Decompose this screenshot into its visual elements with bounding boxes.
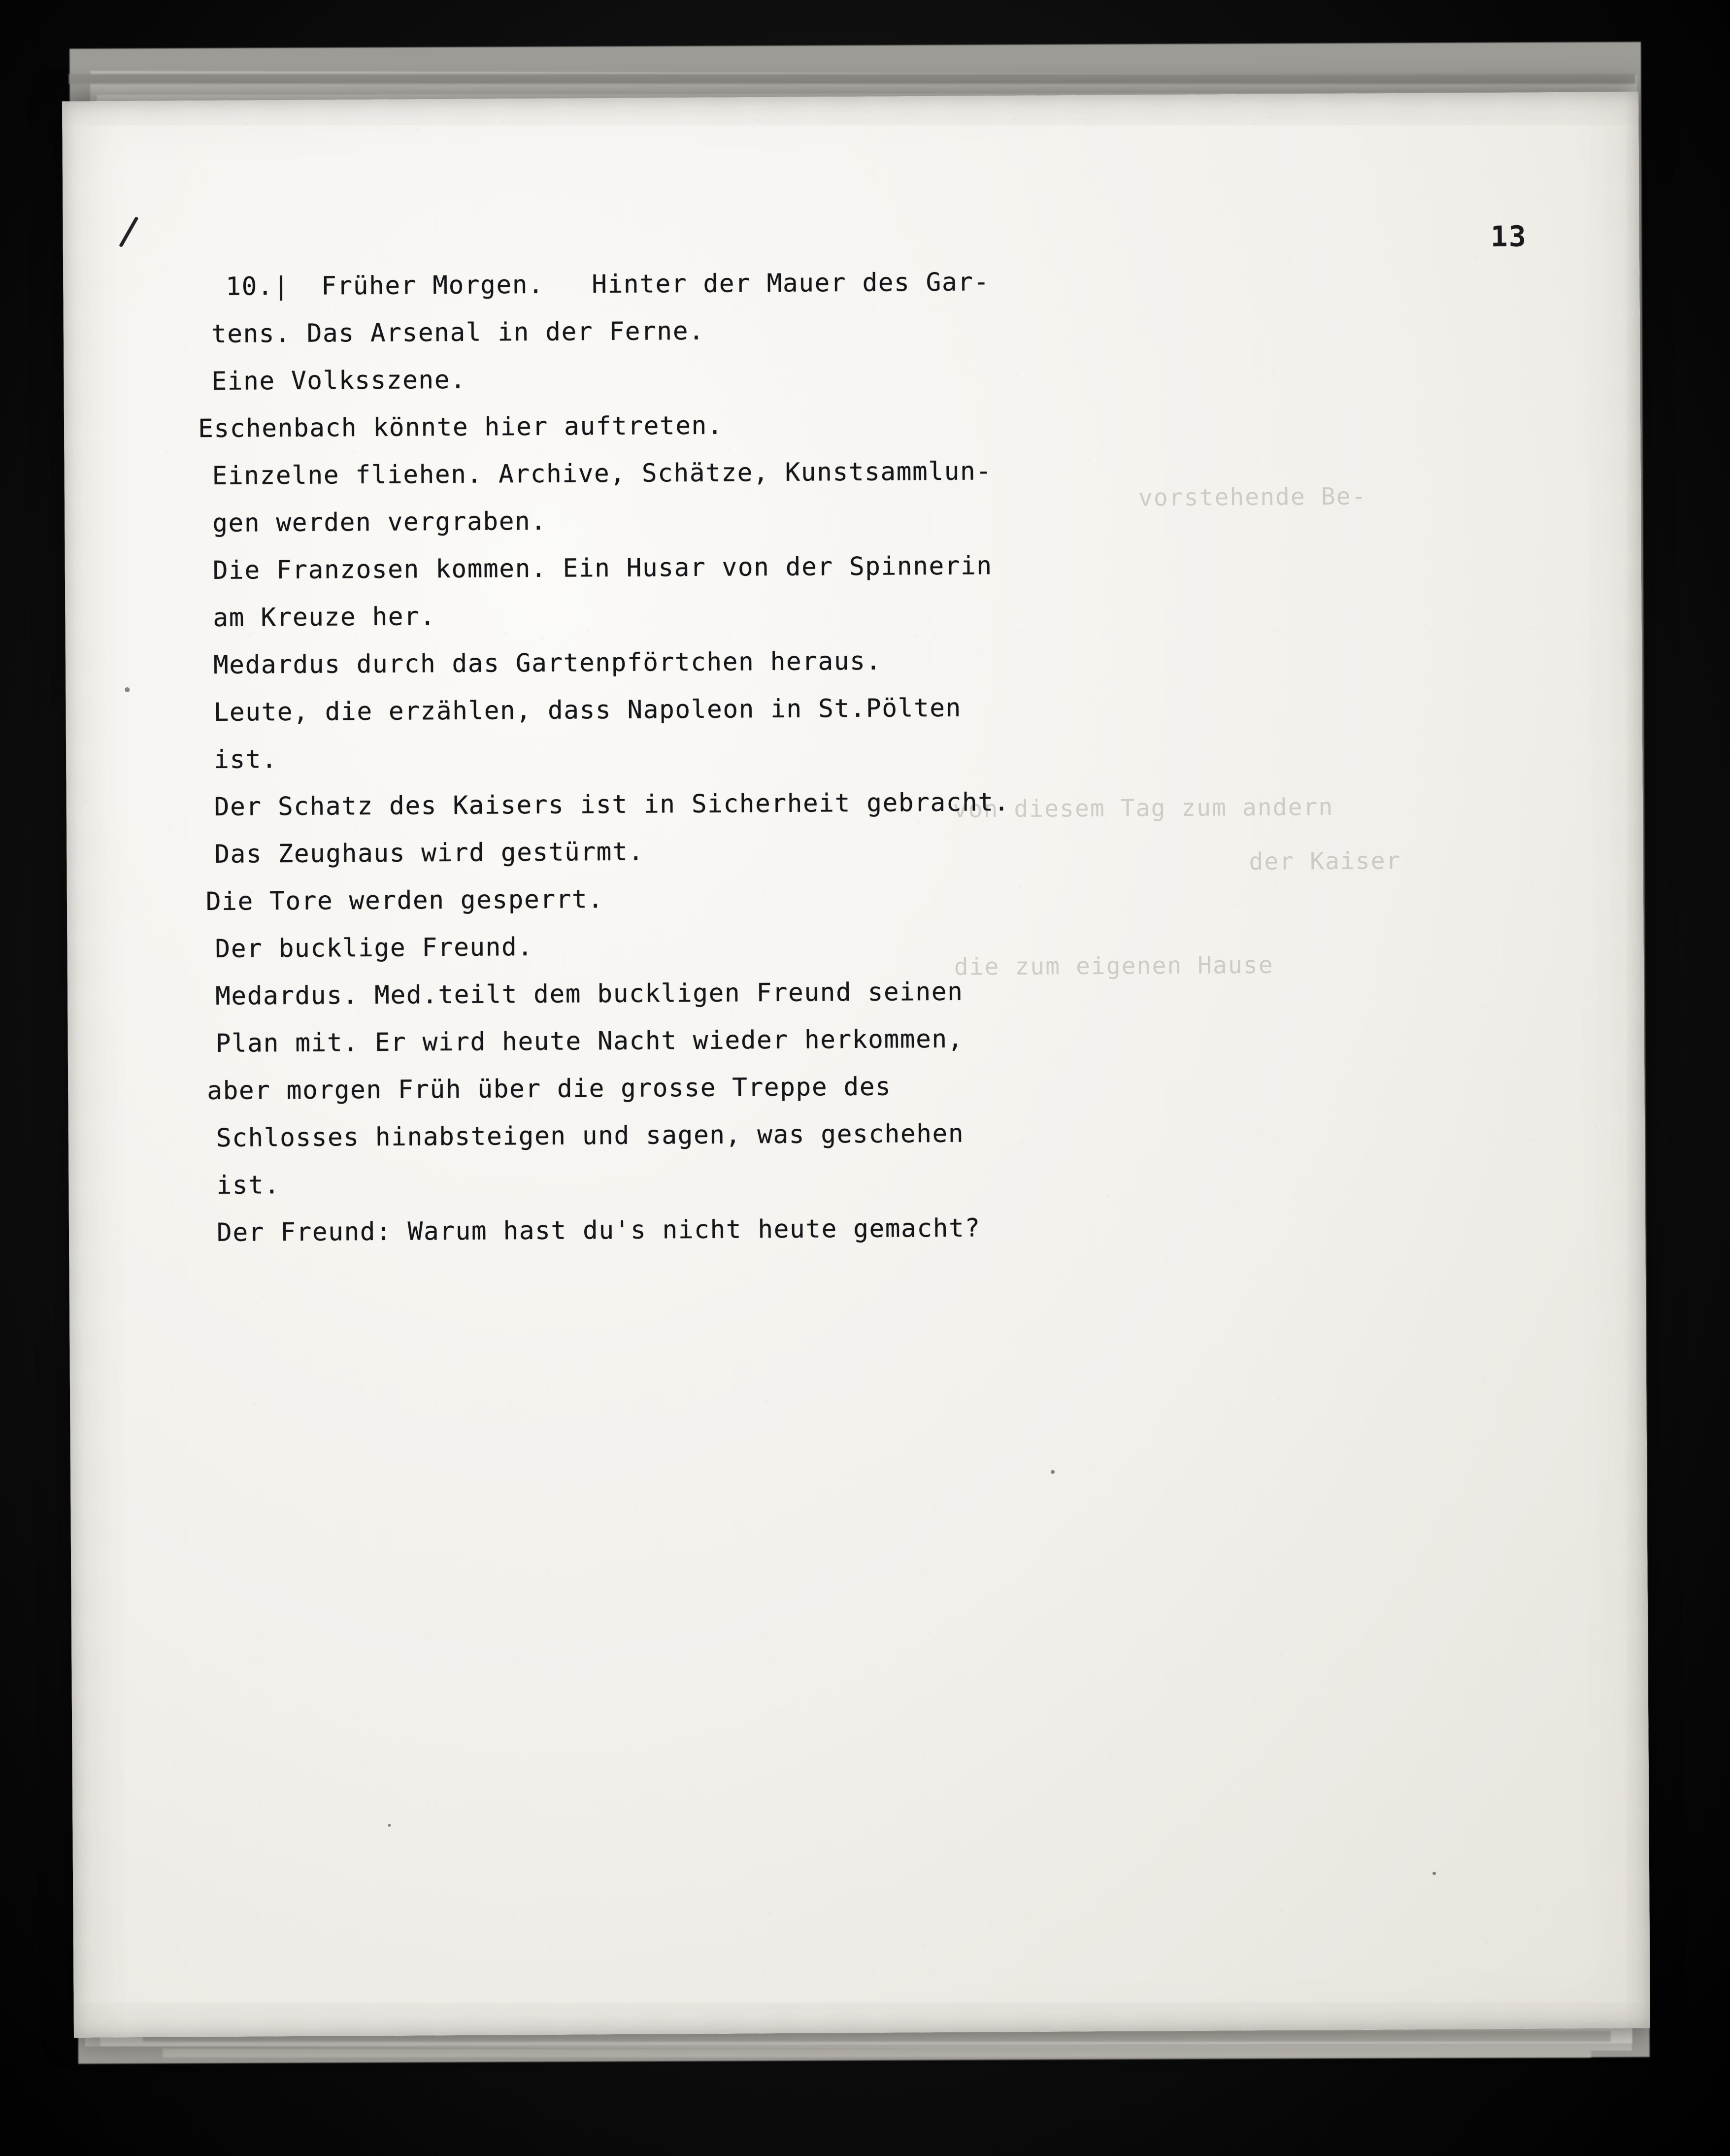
dust-speck xyxy=(388,1824,391,1827)
text-line: Medardus durch das Gartenpförtchen heraus. xyxy=(213,646,882,680)
showthrough-text: der Kaiser xyxy=(1249,847,1401,876)
stack-edge-3 xyxy=(163,2049,1591,2057)
text-line: Die Franzosen kommen. Ein Husar von der Spinnerin xyxy=(212,551,993,585)
text-line: Eine Volksszene. xyxy=(211,365,466,396)
pen-stroke-icon xyxy=(115,214,143,252)
text-line: ist. xyxy=(216,1170,280,1200)
text-line: Der Schatz des Kaisers ist in Sicherheit gebracht. xyxy=(214,787,1010,822)
page-content xyxy=(62,92,1650,2037)
showthrough-text: die zum eigenen Hause xyxy=(954,951,1274,981)
showthrough-text: von diesem Tag zum andern xyxy=(953,793,1334,823)
text-line: Eschenbach könnte hier auftreten. xyxy=(198,411,724,443)
text-line: aber morgen Früh über die grosse Treppe des xyxy=(207,1072,892,1106)
text-line: Medardus. Med.teilt dem buckligen Freund seinen xyxy=(215,977,964,1011)
text-line: Das Zeughaus wird gestürmt. xyxy=(214,837,644,869)
text-line: Der bucklige Freund. xyxy=(215,932,533,964)
text-line: tens. Das Arsenal in der Ferne. xyxy=(211,316,705,349)
page-number: 13 xyxy=(1490,219,1527,254)
text-line: Schlosses hinabsteigen und sagen, was geschehen xyxy=(216,1119,965,1153)
text-line: Der Freund: Warum hast du's nicht heute gemacht? xyxy=(216,1213,981,1247)
text-line: gen werden vergraben. xyxy=(212,506,547,538)
dust-speck xyxy=(1432,1872,1436,1875)
typescript-body xyxy=(63,254,1645,1257)
text-line: Leute, die erzählen, dass Napoleon in St.Pölten xyxy=(213,693,962,727)
dust-speck xyxy=(125,687,130,692)
manuscript-page xyxy=(62,92,1650,2037)
text-line: 10.| Früher Morgen. Hinter der Mauer des Gar- xyxy=(226,267,990,302)
stack-edge-top xyxy=(69,74,1635,84)
text-line: ist. xyxy=(214,744,278,775)
text-line: Die Tore werden gesperrt. xyxy=(205,884,604,916)
showthrough-text: vorstehende Be- xyxy=(1138,482,1367,512)
dust-speck xyxy=(1051,1470,1055,1474)
text-line: Plan mit. Er wird heute Nacht wieder herkommen, xyxy=(215,1024,964,1058)
text-line: am Kreuze her. xyxy=(213,602,436,633)
text-line: Einzelne fliehen. Archive, Schätze, Kunstsammlun- xyxy=(212,456,992,491)
